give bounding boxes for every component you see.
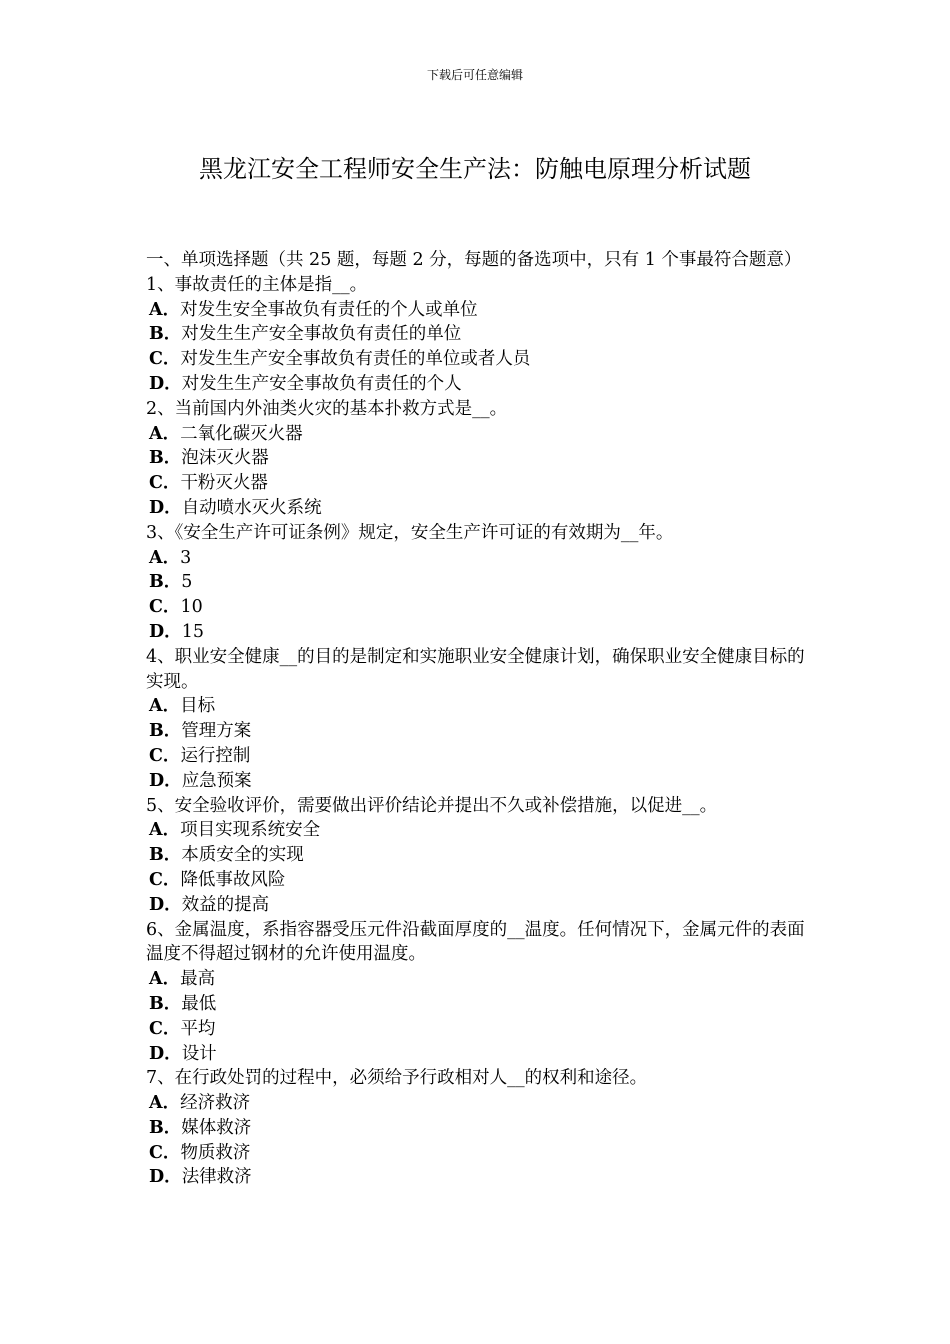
answer-option <box>146 818 814 843</box>
option-text: 干粉灭火器 <box>180 473 268 494</box>
option-text: 物质救济 <box>180 1142 251 1163</box>
question-block <box>146 1066 814 1190</box>
option-letter: D． <box>149 373 182 394</box>
option-text: 泡沫灭火器 <box>181 448 269 469</box>
option-text: 效益的提高 <box>181 894 270 915</box>
option-text: 3 <box>180 547 192 568</box>
answer-option <box>146 1165 814 1190</box>
option-text: 最低 <box>181 993 217 1014</box>
option-letter: A． <box>149 696 181 717</box>
answer-option <box>146 298 814 323</box>
option-text: 应急预案 <box>181 770 252 791</box>
option-letter: B． <box>149 324 182 345</box>
answer-option <box>146 893 814 918</box>
option-text: 对发生生产安全事故负有责任的个人 <box>181 373 462 394</box>
option-letter: B． <box>149 993 182 1014</box>
option-letter: D． <box>149 770 182 791</box>
question-text: 2、当前国内外油类火灾的基本扑救方式是__。 <box>146 398 508 419</box>
question-text: 7、在行政处罚的过程中，必须给予行政相对人__的权利和途径。 <box>146 1068 648 1089</box>
answer-option <box>146 496 814 521</box>
option-letter: A． <box>149 969 181 990</box>
option-text: 运行控制 <box>180 745 251 766</box>
option-letter: C． <box>149 597 181 618</box>
option-text: 对发生生产安全事故负有责任的单位 <box>181 324 462 345</box>
option-text: 媒体救济 <box>181 1117 252 1138</box>
option-text: 本质安全的实现 <box>181 845 304 866</box>
option-letter: D． <box>149 1043 182 1064</box>
answer-option <box>146 595 814 620</box>
option-letter: C． <box>149 1018 181 1039</box>
answer-option <box>146 694 814 719</box>
option-letter: C． <box>149 1142 181 1163</box>
option-text: 设计 <box>181 1043 217 1064</box>
option-letter: A． <box>149 820 181 841</box>
answer-option <box>146 744 814 769</box>
option-letter: A． <box>149 423 181 444</box>
question-text: 6、金属温度，系指容器受压元件沿截面厚度的__温度。任何情况下，金属元件的表面温度不得超过钢材的允许使用温度。 <box>146 919 805 965</box>
option-text: 对发生生产安全事故负有责任的单位或者人员 <box>180 349 531 370</box>
answer-option <box>146 1141 814 1166</box>
answer-option <box>146 347 814 372</box>
option-text: 经济救济 <box>180 1093 251 1114</box>
option-letter: C． <box>149 745 181 766</box>
answer-option <box>146 422 814 447</box>
answer-option <box>146 372 814 397</box>
option-letter: D． <box>149 1167 182 1188</box>
option-letter: B． <box>149 448 182 469</box>
question-block <box>146 397 814 521</box>
option-text: 15 <box>181 621 204 642</box>
question-block <box>146 918 814 1067</box>
option-letter: D． <box>149 621 182 642</box>
answer-option <box>146 868 814 893</box>
option-letter: D． <box>149 894 182 915</box>
answer-option <box>146 1017 814 1042</box>
question-text: 4、职业安全健康__的目的是制定和实施职业安全健康计划，确保职业安全健康目标的实现。 <box>146 646 805 692</box>
answer-option <box>146 843 814 868</box>
answer-option <box>146 1091 814 1116</box>
answer-option <box>146 322 814 347</box>
question-block <box>146 273 814 397</box>
answer-option <box>146 719 814 744</box>
answer-option <box>146 769 814 794</box>
answer-option <box>146 446 814 471</box>
option-letter: A． <box>149 547 181 568</box>
option-text: 最高 <box>180 969 216 990</box>
answer-option <box>146 620 814 645</box>
option-text: 项目实现系统安全 <box>180 820 321 841</box>
option-letter: D． <box>149 497 182 518</box>
option-letter: C． <box>149 473 181 494</box>
option-text: 二氧化碳灭火器 <box>180 423 303 444</box>
option-text: 平均 <box>180 1018 216 1039</box>
option-letter: B． <box>149 845 182 866</box>
page-header-note: 下载后可任意编辑 <box>426 68 523 82</box>
option-letter: A． <box>149 1093 181 1114</box>
option-letter: C． <box>149 869 181 890</box>
question-text: 5、安全验收评价，需要做出评价结论并提出不久或补偿措施，以促进__。 <box>146 795 718 816</box>
option-text: 自动喷水灭火系统 <box>181 497 322 518</box>
option-text: 5 <box>181 572 193 593</box>
question-list <box>146 273 814 1190</box>
section-heading: 一、单项选择题（共 25 题，每题 2 分，每题的备选项中，只有 1 个事最符合题意） <box>146 250 802 270</box>
option-text: 管理方案 <box>181 721 252 742</box>
option-letter: C． <box>149 349 181 370</box>
option-text: 10 <box>180 597 203 618</box>
answer-option <box>146 992 814 1017</box>
option-letter: B． <box>149 572 182 593</box>
option-letter: B． <box>149 721 182 742</box>
answer-option <box>146 1116 814 1141</box>
option-letter: B． <box>149 1117 182 1138</box>
answer-option <box>146 967 814 992</box>
answer-option <box>146 546 814 571</box>
document-body <box>146 248 814 1190</box>
option-text: 目标 <box>180 696 216 717</box>
question-block <box>146 521 814 645</box>
answer-option <box>146 471 814 496</box>
option-text: 对发生安全事故负有责任的个人或单位 <box>180 299 478 320</box>
answer-option <box>146 1042 814 1067</box>
question-block <box>146 794 814 918</box>
answer-option <box>146 570 814 595</box>
document-title: 黑龙江安全工程师安全生产法：防触电原理分析试题 <box>199 155 751 183</box>
option-letter: A． <box>149 299 181 320</box>
option-text: 降低事故风险 <box>180 869 286 890</box>
question-block <box>146 645 814 794</box>
option-text: 法律救济 <box>181 1167 252 1188</box>
question-text: 3、《安全生产许可证条例》规定，安全生产许可证的有效期为__年。 <box>146 522 674 543</box>
question-text: 1、事故责任的主体是指__。 <box>146 274 368 295</box>
